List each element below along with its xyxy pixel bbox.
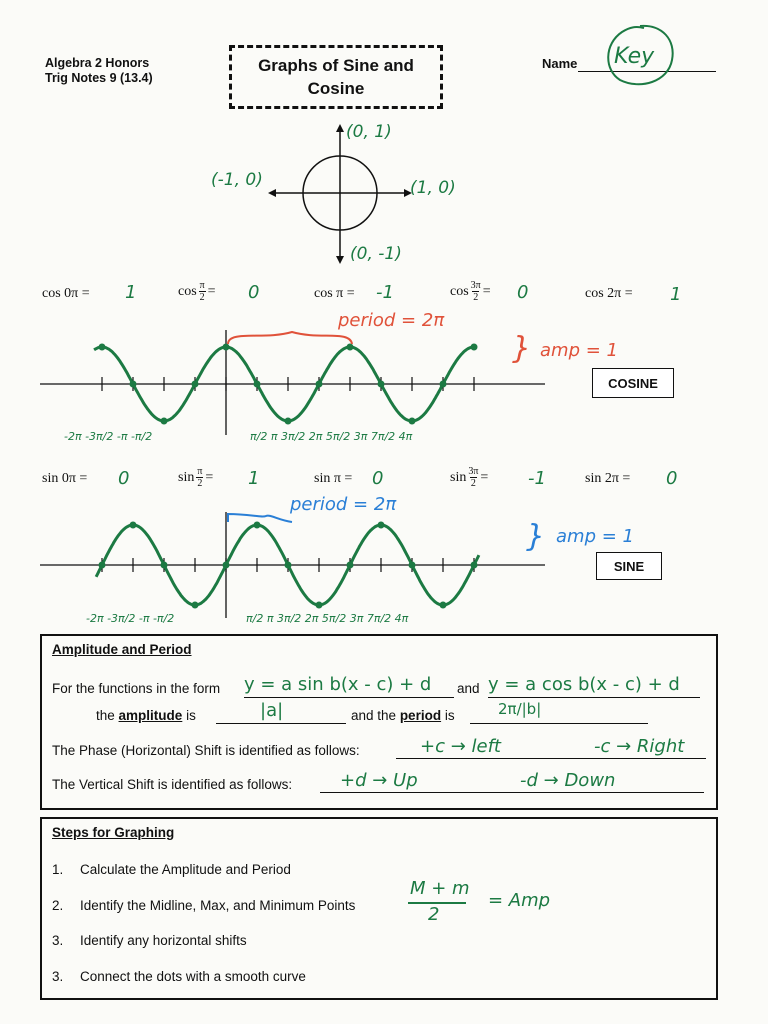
sine-period-note: period = 2π	[290, 494, 397, 515]
amplitude-answer: |a|	[260, 700, 284, 721]
amplitude-answer-line	[216, 723, 346, 724]
name-label: Name	[542, 56, 578, 71]
circle-right-point: (1, 0)	[410, 178, 456, 198]
sin-eval-4: sin 2π =	[585, 471, 631, 486]
curve-point	[378, 522, 385, 529]
vertical-shift-plus: +d → Up	[340, 770, 418, 791]
cos-eval-0: cos 0π =	[42, 286, 90, 301]
step-4-text: Connect the dots with a smooth curve	[80, 969, 306, 984]
period-line: and the period is	[351, 708, 455, 723]
curve-point	[440, 381, 447, 388]
curve-point	[471, 562, 478, 569]
sine-label: SINE	[596, 552, 662, 580]
cos-eval-1: cos $\frac{\pi}{2}$ =	[178, 280, 216, 303]
circle-top-point: (0, 1)	[346, 122, 392, 142]
amp-note-denominator: 2	[428, 904, 440, 925]
cos-eval-3-answer: 0	[517, 282, 529, 303]
circle-bottom-point: (0, -1)	[350, 244, 402, 264]
sin-eval-3: sin $\frac{3\pi}{2}$ =	[450, 466, 489, 489]
sin-eval-4-answer: 0	[666, 468, 678, 489]
curve-point	[409, 418, 416, 425]
form-sin-line	[244, 697, 454, 698]
amp-note-numerator: M + m	[410, 878, 470, 899]
curve-point	[99, 562, 106, 569]
curve-point	[347, 344, 354, 351]
curve-point	[471, 344, 478, 351]
vertical-shift-line	[320, 792, 704, 793]
sine-graph	[30, 500, 560, 630]
form-cos-answer: y = a cos b(x - c) + d	[488, 674, 680, 695]
sine-tick-labels-positive: π/2 π 3π/2 2π 5π/2 3π 7π/2 4π	[246, 612, 409, 625]
and-text: and	[457, 681, 480, 696]
sin-eval-1: sin $\frac{\pi}{2}$ =	[178, 466, 214, 489]
cos-eval-2-answer: -1	[376, 282, 394, 303]
vertical-shift-text: The Vertical Shift is identified as follows:	[52, 777, 293, 792]
sine-period-brace	[228, 514, 292, 522]
step-4: 3.	[52, 969, 64, 984]
sin-eval-3-answer: -1	[528, 468, 546, 489]
curve-point	[192, 381, 199, 388]
cosine-tick-labels-positive: π/2 π 3π/2 2π 5π/2 3π 7π/2 4π	[250, 430, 413, 443]
cosine-tick-labels-negative: -2π -3π/2 -π -π/2	[64, 430, 153, 443]
sin-eval-0-answer: 0	[118, 468, 130, 489]
curve-point	[285, 562, 292, 569]
phase-shift-line	[396, 758, 706, 759]
form-cos-line	[488, 697, 700, 698]
sin-eval-2-answer: 0	[372, 468, 384, 489]
curve-point	[378, 381, 385, 388]
cos-eval-0-answer: 1	[125, 282, 137, 303]
notes-label: Trig Notes 9 (13.4)	[45, 71, 153, 85]
sine-tick-labels-negative: -2π -3π/2 -π -π/2	[86, 612, 175, 625]
circle-left-point: (-1, 0)	[211, 170, 263, 190]
name-value: Key	[614, 44, 655, 69]
cosine-period-brace	[228, 332, 352, 344]
title-line-2: Cosine	[307, 79, 365, 98]
curve-point	[409, 562, 416, 569]
vertical-shift-minus: -d → Down	[520, 770, 616, 791]
step-2: 2.	[52, 898, 64, 913]
curve-point	[99, 344, 106, 351]
curve-point	[161, 418, 168, 425]
curve-point	[440, 602, 447, 609]
cos-eval-4-answer: 1	[670, 284, 682, 305]
form-sin-answer: y = a sin b(x - c) + d	[244, 674, 432, 695]
sin-eval-0: sin 0π =	[42, 471, 88, 486]
curve-point	[254, 381, 261, 388]
curve-point	[130, 381, 137, 388]
amp-note-equals: = Amp	[488, 890, 551, 911]
curve-point	[223, 344, 230, 351]
sin-eval-1-answer: 1	[248, 468, 260, 489]
cos-eval-3: cos $\frac{3\pi}{2}$ =	[450, 280, 491, 303]
cosine-label: COSINE	[592, 368, 674, 398]
form-text: For the functions in the form	[52, 681, 221, 696]
phase-shift-plus: +c → left	[420, 736, 501, 757]
step-1: 1.	[52, 862, 64, 877]
curve-point	[347, 562, 354, 569]
steps-title: Steps for Graphing	[52, 825, 175, 840]
sine-amp-brace: }	[526, 519, 546, 554]
curve-point	[161, 562, 168, 569]
curve-point	[223, 562, 230, 569]
cos-eval-1-answer: 0	[248, 282, 260, 303]
cosine-period-note: period = 2π	[338, 310, 445, 331]
cosine-amp-brace: }	[512, 331, 532, 366]
cosine-amp-note: amp = 1	[540, 340, 618, 361]
step-3-text: Identify any horizontal shifts	[80, 933, 247, 948]
curve-point	[316, 381, 323, 388]
title-line-1: Graphs of Sine and	[258, 56, 414, 75]
cos-eval-2: cos π =	[314, 286, 355, 301]
phase-shift-text: The Phase (Horizontal) Shift is identified as follows:	[52, 743, 360, 758]
course-label: Algebra 2 Honors	[45, 56, 150, 70]
amplitude-line: the amplitude is	[96, 708, 196, 723]
sine-amp-note: amp = 1	[556, 526, 634, 547]
curve-point	[316, 602, 323, 609]
step-2-text: Identify the Midline, Max, and Minimum Points	[80, 898, 356, 913]
page-title	[229, 45, 443, 109]
cos-eval-4: cos 2π =	[585, 286, 633, 301]
curve-point	[254, 522, 261, 529]
step-1-text: Calculate the Amplitude and Period	[80, 862, 291, 877]
phase-shift-minus: -c → Right	[594, 736, 685, 757]
amplitude-period-title: Amplitude and Period	[52, 642, 192, 657]
curve-point	[285, 418, 292, 425]
step-3: 3.	[52, 933, 64, 948]
period-answer: 2π/|b|	[498, 700, 542, 718]
sin-eval-2: sin π =	[314, 471, 353, 486]
curve-point	[192, 602, 199, 609]
curve-point	[130, 522, 137, 529]
period-answer-line	[470, 723, 648, 724]
